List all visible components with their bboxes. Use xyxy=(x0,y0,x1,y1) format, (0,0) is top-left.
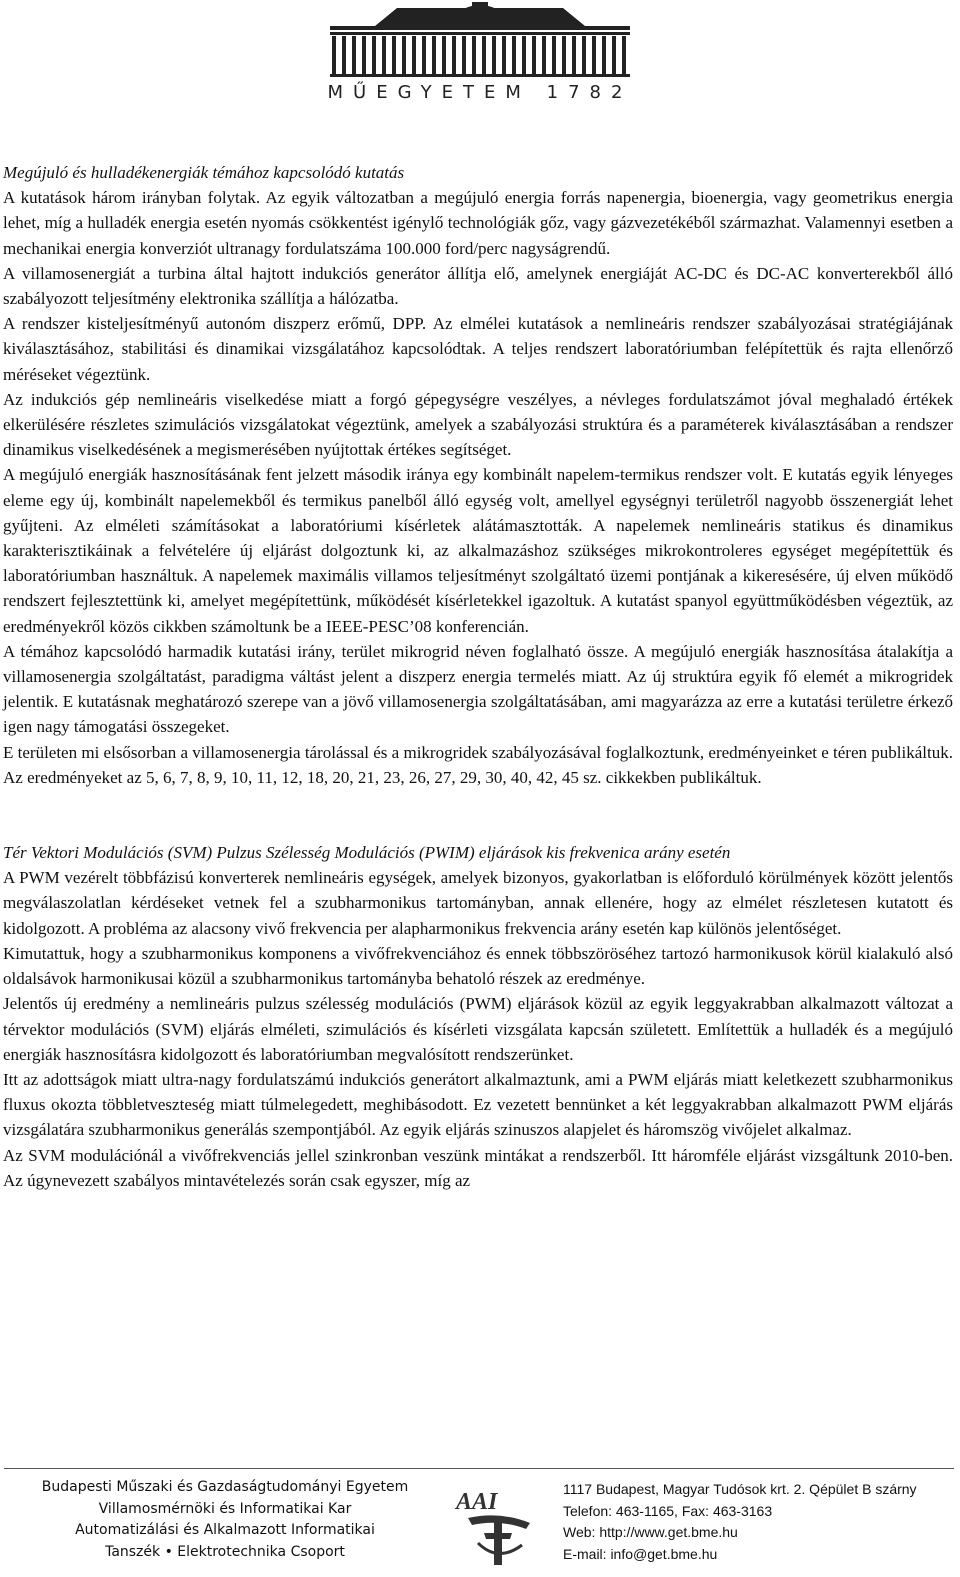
institution-line: Tanszék • Elektrotechnika Csoport xyxy=(105,1543,345,1560)
institution-line: Villamosmérnöki és Informatikai Kar xyxy=(98,1500,352,1517)
page-header xyxy=(0,0,960,110)
address-line: 1117 Budapest, Magyar Tudósok krt. 2. Qépület B szárny xyxy=(563,1481,917,1497)
paragraph: Az eredményeket az 5, 6, 7, 8, 9, 10, 11, 12, 18, 20, 21, 23, 26, 27, 29, 30, 40, 42, 45 sz. cikkekben publikáltuk. xyxy=(3,767,762,787)
svg-text:AAI: AAI xyxy=(456,1489,498,1515)
aait-logo-icon xyxy=(448,1483,553,1571)
footer-institution xyxy=(0,1477,450,1563)
section-spacer xyxy=(3,790,953,840)
paragraph: A villamosenergiát a turbina által hajtott indukciós generátor állítja elő, amelynek energiáját AC-DC és DC-AC konverterekből álló szabályozott teljesítmény elektronika szállítja a hálózatba. xyxy=(3,263,953,309)
page-footer xyxy=(0,1468,960,1577)
web-link[interactable]: Web: http://www.get.bme.hu xyxy=(563,1524,738,1540)
paragraph: Kimutattuk, hogy a szubharmonikus komponens a vivőfrekvenciához és ennek többszöröséhez tartozó harmonikusok körül kialakuló alsó oldalsávok harmonikusai közül a szubharmonikus tartományba behatoló részek az eredménye. xyxy=(3,943,953,989)
paragraph: A megújuló energiák hasznosításának fent jelzett második iránya egy kombinált napelem-termikus rendszer volt. E kutatás egyik lényeges eleme egy új, kombinált napelemekből és termikus panelből álló egység volt, amellyel egységnyi területről nagyobb összenergiát lehet gyűjteni. Az elméleti számításokat a laboratóriumi kísérletek alátámasztották. A napelemek nemlineáris statikus és dinamikus karakterisztikáinak a felvételére új eljárást dolgoztunk ki, az alkalmazáshoz szükséges mikrokontroleres egységet megépítettük és laboratóriumban használtuk. A napelemek maximális villamos teljesítményt szolgáltató üzemi pontjának a kikeresésére, új elven működő rendszert fejlesztettünk ki, amelyet megépítettünk, működését kísérletekkel igazoltuk. A kutatást spanyol együttműködésben végeztük, az eredményekről közös cikkben számoltunk be a IEEE-PESC’08 konferencián. xyxy=(3,465,953,636)
svg-text:MŰEGYETEM 1782: MŰEGYETEM 1782 xyxy=(327,82,633,103)
section-title: Megújuló és hulladékenergiák témához kapcsolódó kutatás xyxy=(3,163,405,182)
document-body xyxy=(3,160,953,1193)
paragraph: Itt az adottságok miatt ultra-nagy fordulatszámú indukciós generátort alkalmaztunk, ami a PWM eljárás miatt keletkezett szubharmonikus fluxus okozta többletveszteség miatt túlmelegedett, meghibásodott. Ez vezetett bennünket a két leggyakrabban alkalmazott PWM eljárás vizsgálatára szubharmonikus generálás szempontjából. Az egyik eljárás szinuszos alapjelet és háromszög vivőjelet alkalmaz. xyxy=(3,1069,953,1140)
paragraph: E területen mi elsősorban a villamosenergia tárolással és a mikrogridek szabályozásával foglalkoztunk, eredményeinket e téren publikáltuk. xyxy=(3,742,953,762)
email-link[interactable]: E-mail: info@get.bme.hu xyxy=(563,1545,718,1562)
institution-line: Budapesti Műszaki és Gazdaságtudományi Egyetem xyxy=(41,1479,409,1495)
section-svm-pwm xyxy=(3,840,953,1193)
phone-line: Telefon: 463-1165, Fax: 463-3163 xyxy=(563,1502,773,1519)
paragraph: A PWM vezérelt többfázisú konverterek nemlineáris egységek, amelyek bizonyos, gyakorlatban is előforduló körülmények között jelentős megválaszolatlan kérdéseket vetnek fel a szubharmonikus tartományban, annak ellenére, hogy az elmélet részletesen kutatott és kidolgozott. A probléma az alacsony vivő frekvencia per alapharmonikus frekvencia arány esetén kap különös jelentőséget. xyxy=(3,868,953,938)
paragraph: Az indukciós gép nemlineáris viselkedése miatt a forgó gépegységre veszélyes, a névleges fordulatszámot jóval meghaladó értékek elkerülésére részletes szimulációs vizsgálatokat végeztünk, amelyek a szabályozási struktúra és a paraméterek kiválasztásában a rendszer dinamikus viselkedésének a megismerésében nyújtottak értékes segítséget. xyxy=(3,389,953,460)
paragraph: Az SVM modulációnál a vivőfrekvenciás jellel szinkronban veszünk mintákat a rendszerből. Itt háromféle eljárást vizsgáltunk 2010-ben. Az úgynevezett szabályos mintavételezés során csak egyszer, míg az xyxy=(3,1145,953,1190)
paragraph: A rendszer kisteljesítményű autonóm diszperz erőmű, DPP. Az elmélei kutatások a nemlineáris rendszer szabályozásai stratégiájának kiválasztásához, stabilitási és dinamikai vizsgálatához kapcsolódtak. A teljes rendszert laboratóriumban felépítettük és rajta ellenőrző méréseket végeztünk. xyxy=(3,314,953,384)
university-building-logo xyxy=(0,0,960,105)
section-title: Tér Vektori Modulációs (SVM) Pulzus Szélesség Modulációs (PWIM) eljárások kis frekvenica arány esetén xyxy=(3,843,731,863)
paragraph: A kutatások három irányban folytak. Az egyik változatban a megújuló energia forrás napenergia, bioenergia, vagy geometrikus energia lehet, míg a hulladék energia esetén nyomás csökkentést igénylő technológiák gőz, vagy gázvezetékéből származhat. Valamennyi esetben a mechanikai energia konverziót ultranagy fordulatszáma 100.000 ford/perc nagyságrendű. xyxy=(3,188,953,258)
footer-divider xyxy=(4,1468,954,1469)
section-renewable xyxy=(3,160,953,790)
footer-contact xyxy=(563,1479,953,1565)
institution-line: Automatizálási és Alkalmazott Informatikai xyxy=(75,1522,375,1538)
paragraph: A témához kapcsolódó harmadik kutatási irány, terület mikrogrid néven foglalható össze. A megújuló energiák hasznosítása átalakítja a villamosenergia szolgáltatást, paradigma váltást jelent a diszperz energia termelés miatt. Az új struktúra egyik fő elemét a mikrogridek jelentik. E kutatásnak meghatározó szerepe van a jövő villamosenergia szolgáltatásában, ami magyarázza az erre a kutatási területre érkező igen nagy támogatási összegeket. xyxy=(3,641,953,737)
paragraph: Jelentős új eredmény a nemlineáris pulzus szélesség modulációs (PWM) eljárások közül az egyik leggyakrabban alkalmazott változat a térvektor modulációs (SVM) eljárás elméleti, szimulációs és kísérleti vizsgálata kapcsán született. Említettük a hulladék és a megújuló energiák hasznosításra kidolgozott és laboratóriumban megvalósított rendszerünket. xyxy=(3,994,953,1064)
